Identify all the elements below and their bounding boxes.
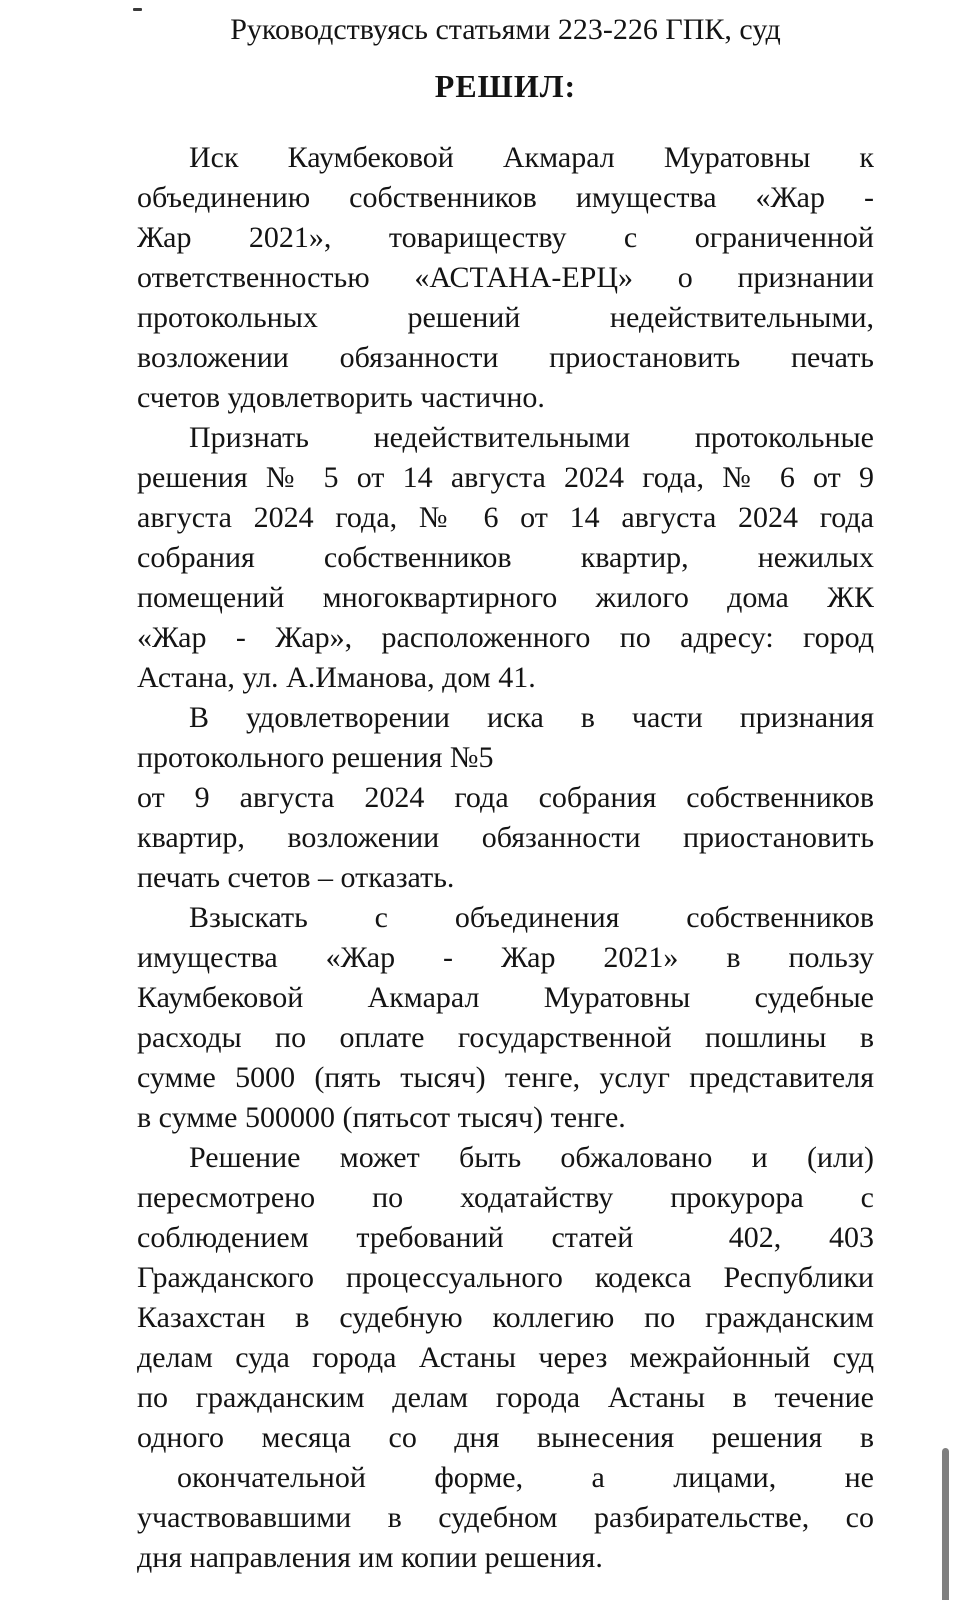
text-line: Признать недействительными протокольные xyxy=(189,421,874,454)
scrollbar-thumb[interactable] xyxy=(942,1448,949,1600)
text-line: печать счетов – отказать. xyxy=(137,861,455,894)
text-line: Решение может быть обжаловано и (или) xyxy=(189,1141,874,1174)
text-line: Взыскать с объединения собственников xyxy=(189,901,874,934)
paragraph-partial-refusal xyxy=(137,698,874,898)
text-line: одного месяца со дня вынесения решения в xyxy=(137,1421,874,1454)
text-line: счетов удовлетворить частично. xyxy=(137,381,545,414)
text-line: дня направления им копии решения. xyxy=(137,1541,603,1574)
paragraph-claim-outcome xyxy=(137,138,874,418)
text-line: соблюдением требований статей 402, 403 xyxy=(137,1221,874,1254)
text-line: Жар 2021», товариществу с ограниченной xyxy=(137,221,874,254)
text-line: расходы по оплате государственной пошлины в xyxy=(137,1021,874,1054)
text-line: протокольного решения №5 xyxy=(137,741,494,774)
text-line: окончательной форме, а лицами, не xyxy=(177,1461,874,1494)
text-line: имущества «Жар - Жар 2021» в пользу xyxy=(137,941,874,974)
text-line: Иск Каумбековой Акмарал Муратовны к xyxy=(189,141,874,174)
paragraph-appeal-procedure xyxy=(137,1138,874,1578)
text-line: собрания собственников квартир, нежилых xyxy=(137,541,874,574)
text-line: объединению собственников имущества «Жар - xyxy=(137,181,874,214)
text-line: помещений многоквартирного жилого дома ЖК xyxy=(137,581,874,614)
text-line: Астана, ул. А.Иманова, дом 41. xyxy=(137,661,536,694)
text-line: Каумбековой Акмарал Муратовны судебные xyxy=(137,981,874,1014)
text-line: Казахстан в судебную коллегию по гражданским xyxy=(137,1301,874,1334)
text-line: ответственностью «АСТАНА-ЕРЦ» о признании xyxy=(137,261,874,294)
text-line: В удовлетворении иска в части признания xyxy=(189,701,874,734)
text-line: по гражданским делам города Астаны в течение xyxy=(137,1381,874,1414)
text-line: решения № 5 от 14 августа 2024 года, № 6 от 9 xyxy=(137,461,874,494)
text-line: квартир, возложении обязанности приостановить xyxy=(137,821,874,854)
text-line: протокольных решений недействительными, xyxy=(137,301,874,334)
paragraph-costs-award xyxy=(137,898,874,1138)
text-line: августа 2024 года, № 6 от 14 августа 2024 года xyxy=(137,501,874,534)
text-line: в сумме 500000 (пятьсот тысяч) тенге. xyxy=(137,1101,626,1134)
text-line: сумме 5000 (пять тысяч) тенге, услуг представителя xyxy=(137,1061,874,1094)
court-decision-text xyxy=(137,10,874,1578)
text-line: пересмотрено по ходатайству прокурора с xyxy=(137,1181,874,1214)
intro-line: Руководствуясь статьями 223-226 ГПК, суд xyxy=(230,13,781,46)
text-line: делам суда города Астаны через межрайонный суд xyxy=(137,1341,874,1374)
paragraph-invalidated-protocols xyxy=(137,418,874,698)
text-line: от 9 августа 2024 года собрания собственников xyxy=(137,781,874,814)
text-line: Гражданского процессуального кодекса Республики xyxy=(137,1261,874,1294)
text-line: «Жар - Жар», расположенного по адресу: город xyxy=(137,621,874,654)
text-line: участвовавшими в судебном разбирательстве, со xyxy=(137,1501,874,1534)
decision-heading: РЕШИЛ: xyxy=(434,68,577,104)
text-line: возложении обязанности приостановить печать xyxy=(137,341,874,374)
